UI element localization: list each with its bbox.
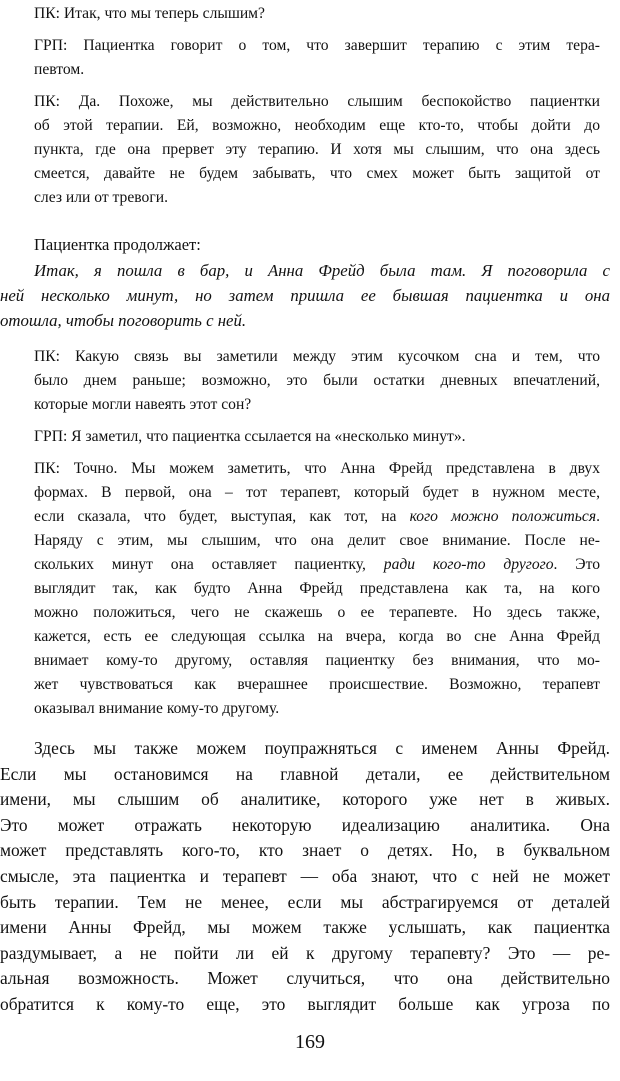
dialogue-block-2 — [34, 345, 600, 721]
text-line: слез или от тревоги. — [34, 189, 168, 206]
text-line: певтом. — [34, 61, 85, 78]
text-line: может представлять кого-то, кто знает о детях. Но, в буквальном — [0, 840, 610, 861]
text-line: раздумывает, а не пойти ли ей к другому терапевту? Это — ре- — [0, 942, 610, 963]
text-segment: если сказала, что будет, выступая, как тот, на — [34, 508, 410, 525]
text-line: ПК: Точно. Мы можем заметить, что Анна Фрейд представлена в двух — [34, 460, 600, 477]
text-line: Если мы остановимся на главной детали, ее действительном — [0, 763, 610, 784]
text-line: обратится к кому-то еще, это выглядит больше как угроза по — [0, 993, 610, 1014]
text-segment: . Это — [553, 556, 600, 573]
text-line: оказывал внимание кому-то другому. — [34, 700, 280, 717]
text-line: ПК: Какую связь вы заметили между этим кусочком сна и тем, что — [34, 348, 600, 365]
text-line: отошла, чтобы поговорить с ней. — [0, 311, 247, 330]
text-line: формах. В первой, она – тот терапевт, который будет в нужном месте, — [34, 484, 600, 501]
text-line: можно положиться, чего не скажешь о ее терапевте. Но здесь также, — [34, 604, 600, 621]
text-segment: . — [596, 508, 600, 525]
text-line: ПК: Да. Похоже, мы действительно слышим беспокойство пациентки — [34, 93, 600, 110]
text-line: имени, мы слышим об аналитике, которого уже нет в живых. — [0, 789, 610, 810]
text-line: Это может отражать некоторую идеализацию аналитика. Она — [0, 814, 610, 835]
text-line: смысле, эта пациентка и терапевт — оба знают, что с ней не может — [0, 865, 610, 886]
body-paragraph — [0, 736, 610, 1018]
italic-phrase: кого можно положиться — [409, 508, 597, 525]
text-line: выглядит так, как будто Анна Фрейд представлена как та, на кого — [34, 580, 600, 597]
text-line: имени Анны Фрейд, мы можем также услышать, как пациентка — [0, 917, 610, 938]
text-line: внимает кому-то другому, оставляя пациентку без внимания, что мо- — [34, 652, 600, 669]
dream-intro: Пациентка продолжает: — [34, 235, 201, 254]
text-line: альная возможность. Может случиться, что она действительно — [0, 968, 610, 989]
text-line: ГРП: Я заметил, что пациентка ссылается на «несколько минут». — [34, 428, 466, 445]
text-line: жет чувствоваться как вчерашнее происшествие. Возможно, терапевт — [34, 676, 600, 693]
text-line: смеется, давайте не будем забывать, что смех может быть защитой от — [34, 165, 600, 182]
text-line — [34, 505, 600, 529]
text-line: Итак, я пошла в бар, и Анна Фрейд была там. Я поговорила с — [34, 261, 610, 280]
text-line: было днем раньше; возможно, это были остатки дневных впечатлений, — [34, 372, 600, 389]
page-number: 169 — [295, 1031, 325, 1053]
text-line: об этой терапии. Ей, возможно, необходим еще кто-то, чтобы дойти до — [34, 117, 600, 134]
text-line: ПК: Итак, что мы теперь слышим? — [34, 5, 265, 22]
text-line — [34, 553, 600, 577]
text-line: быть терапии. Тем не менее, если мы абстрагируемся от деталей — [0, 891, 610, 912]
text-segment: скольких минут она оставляет пациентку, — [34, 556, 384, 573]
dream-quote — [0, 258, 610, 333]
text-line: ней несколько минут, но затем пришла ее бывшая пациентка и она — [0, 286, 610, 305]
text-line: пункта, где она прервет эту терапию. И хотя мы слышим, что она здесь — [34, 141, 600, 158]
text-line: ГРП: Пациентка говорит о том, что завершит терапию с этим тера- — [34, 37, 600, 54]
text-line: Наряду с этим, мы слышим, что она делит свое внимание. После не- — [34, 532, 600, 549]
italic-phrase: ради кого-то другого — [383, 556, 554, 573]
text-line: которые могли навеять этот сон? — [34, 396, 252, 413]
text-line: Здесь мы также можем поупражняться с именем Анны Фрейд. — [34, 738, 610, 758]
dialogue-block-1 — [34, 2, 600, 210]
text-line: кажется, есть ее следующая ссылка на вчера, когда во сне Анна Фрейд — [34, 628, 600, 645]
